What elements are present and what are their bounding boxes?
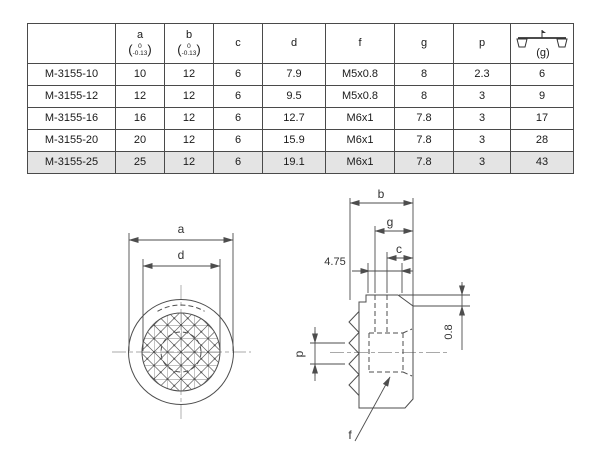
value-cell: 3	[454, 130, 511, 152]
value-cell: M5x0.8	[326, 86, 395, 108]
value-cell: 6	[511, 64, 574, 86]
value-cell: 8	[395, 86, 454, 108]
value-cell: 20	[116, 130, 165, 152]
value-cell: 19.1	[263, 152, 326, 174]
header-a-label: a	[136, 29, 144, 42]
value-cell: 6	[214, 152, 263, 174]
table-row	[28, 64, 574, 86]
value-cell: 7.8	[395, 130, 454, 152]
value-cell: 25	[116, 152, 165, 174]
value-cell: 6	[214, 86, 263, 108]
header-g: g	[395, 24, 454, 64]
value-cell: 28	[511, 130, 574, 152]
value-cell: 10	[116, 64, 165, 86]
body-outline	[359, 295, 413, 408]
header-p: p	[454, 24, 511, 64]
model-cell: M-3155-25	[28, 152, 116, 174]
value-cell: M6x1	[326, 130, 395, 152]
weight-unit-label: (g)	[536, 46, 550, 59]
header-a	[116, 24, 165, 64]
value-cell: 7.8	[395, 108, 454, 130]
header-b-label: b	[185, 29, 193, 42]
header-a-tolerance: ( 0 -0.13 )	[128, 41, 152, 58]
value-cell: 16	[116, 108, 165, 130]
dim-label-b: b	[377, 187, 385, 201]
value-cell: 43	[511, 152, 574, 174]
table-row	[28, 108, 574, 130]
value-cell: 12	[116, 86, 165, 108]
value-cell: M6x1	[326, 152, 395, 174]
spec-table	[27, 23, 574, 174]
value-cell: 6	[214, 64, 263, 86]
side-view	[292, 187, 470, 442]
header-weight	[511, 24, 574, 64]
value-cell: 3	[454, 86, 511, 108]
header-b	[165, 24, 214, 64]
header-c: c	[214, 24, 263, 64]
dim-label-g: g	[386, 215, 394, 229]
dim-label-depth: 4.75	[324, 256, 346, 268]
value-cell: 8	[395, 64, 454, 86]
header-model	[28, 24, 116, 64]
value-cell: 7.9	[263, 64, 326, 86]
header-b-tolerance: ( 0 -0.13 )	[177, 41, 201, 58]
value-cell: 15.9	[263, 130, 326, 152]
model-cell: M-3155-10	[28, 64, 116, 86]
value-cell: 12	[165, 152, 214, 174]
value-cell: 12.7	[263, 108, 326, 130]
value-cell: 2.3	[454, 64, 511, 86]
value-cell: 12	[165, 108, 214, 130]
table-row	[28, 86, 574, 108]
value-cell: 12	[165, 130, 214, 152]
thread-label-f: f	[348, 428, 352, 442]
dim-label-c: c	[396, 242, 402, 256]
value-cell: 3	[454, 152, 511, 174]
table-row	[28, 152, 574, 174]
header-row	[28, 24, 574, 64]
dim-label-a: a	[177, 222, 185, 236]
table-body	[28, 64, 574, 174]
model-cell: M-3155-12	[28, 86, 116, 108]
value-cell: 9.5	[263, 86, 326, 108]
value-cell: 12	[165, 86, 214, 108]
value-cell: 6	[214, 130, 263, 152]
value-cell: 6	[214, 108, 263, 130]
value-cell: 3	[454, 108, 511, 130]
dim-label-d: d	[177, 248, 185, 262]
dim-label-pitch: p	[292, 350, 306, 358]
balance-scale-icon	[515, 29, 569, 59]
value-cell: 7.8	[395, 152, 454, 174]
value-cell: M5x0.8	[326, 64, 395, 86]
value-cell: 12	[165, 64, 214, 86]
table-row	[28, 130, 574, 152]
value-cell: 17	[511, 108, 574, 130]
model-cell: M-3155-16	[28, 108, 116, 130]
dim-label-rim: 0.8	[443, 324, 455, 340]
value-cell: 9	[511, 86, 574, 108]
face-serrations	[349, 312, 359, 396]
model-cell: M-3155-20	[28, 130, 116, 152]
threaded-hole-hidden	[369, 295, 412, 376]
thread-leader	[355, 377, 390, 441]
header-f: f	[326, 24, 395, 64]
front-view	[112, 222, 251, 421]
value-cell: M6x1	[326, 108, 395, 130]
knurl-pattern	[143, 314, 220, 391]
header-d: d	[263, 24, 326, 64]
